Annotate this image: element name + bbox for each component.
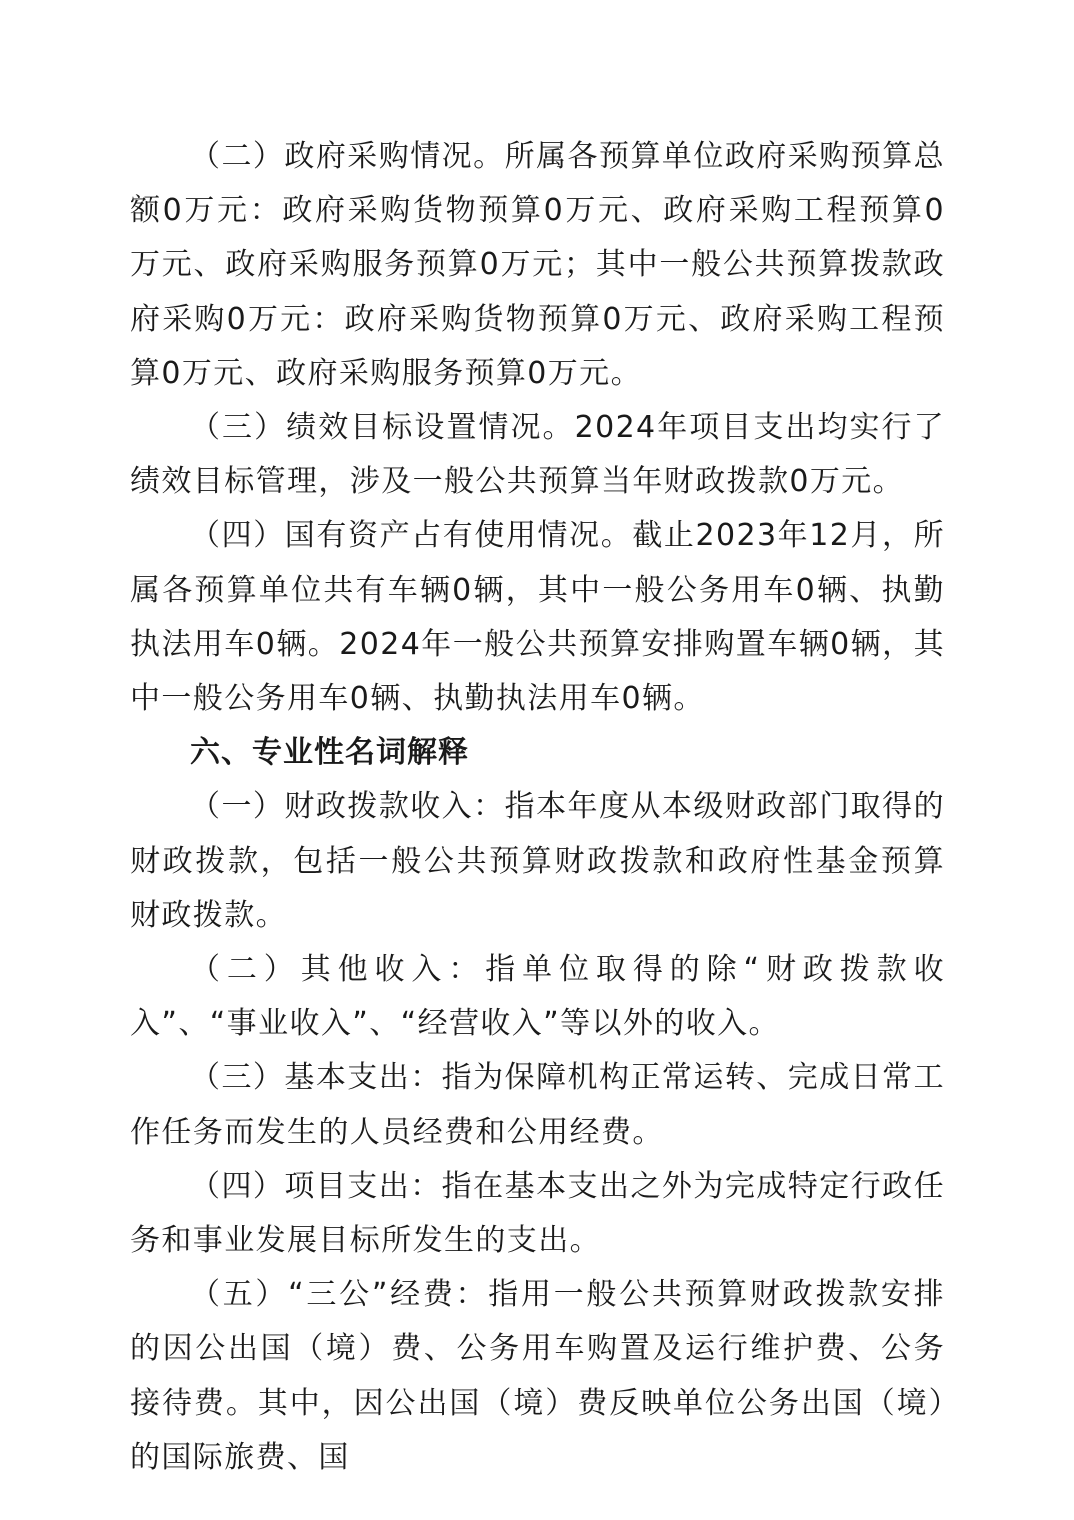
section-heading-terminology: 六、专业性名词解释 xyxy=(190,735,469,771)
paragraph-project-expenditure: （四）项目支出：指在基本支出之外为完成特定行政任务和事业发展目标所发生的支出。 xyxy=(130,1168,945,1259)
document-body xyxy=(130,130,945,1485)
paragraph-fiscal-appropriation-income: （一）财政拨款收入：指本年度从本级财政部门取得的财政拨款，包括一般公共预算财政拨款和政府性基金预算财政拨款。 xyxy=(130,789,945,933)
paragraph-performance-targets: （三）绩效目标设置情况。2024年项目支出均实行了绩效目标管理，涉及一般公共预算当年财政拨款0万元。 xyxy=(130,410,945,500)
paragraph-state-assets: （四）国有资产占有使用情况。截止2023年12月，所属各预算单位共有车辆0辆，其中一般公务用车0辆、执勤执法用车0辆。2024年一般公共预算安排购置车辆0辆，其中一般公务用车0辆、执勤执法用车0辆。 xyxy=(130,518,945,717)
paragraph-other-income: （二）其他收入：指单位取得的除“财政拨款收入”、“事业收入”、“经营收入”等以外的收入。 xyxy=(130,952,945,1042)
paragraph-basic-expenditure: （三）基本支出：指为保障机构正常运转、完成日常工作任务而发生的人员经费和公用经费。 xyxy=(130,1060,945,1150)
paragraph-government-procurement: （二）政府采购情况。所属各预算单位政府采购预算总额0万元：政府采购货物预算0万元、政府采购工程预算0万元、政府采购服务预算0万元；其中一般公共预算拨款政府采购0万元：政府采购货物预算0万元、政府采购工程预算0万元、政府采购服务预算0万元。 xyxy=(130,139,945,391)
paragraph-three-public-expenses: （五）“三公”经费：指用一般公共预算财政拨款安排的因公出国（境）费、公务用车购置及运行维护费、公务接待费。其中，因公出国（境）费反映单位公务出国（境）的国际旅费、国 xyxy=(130,1277,945,1475)
